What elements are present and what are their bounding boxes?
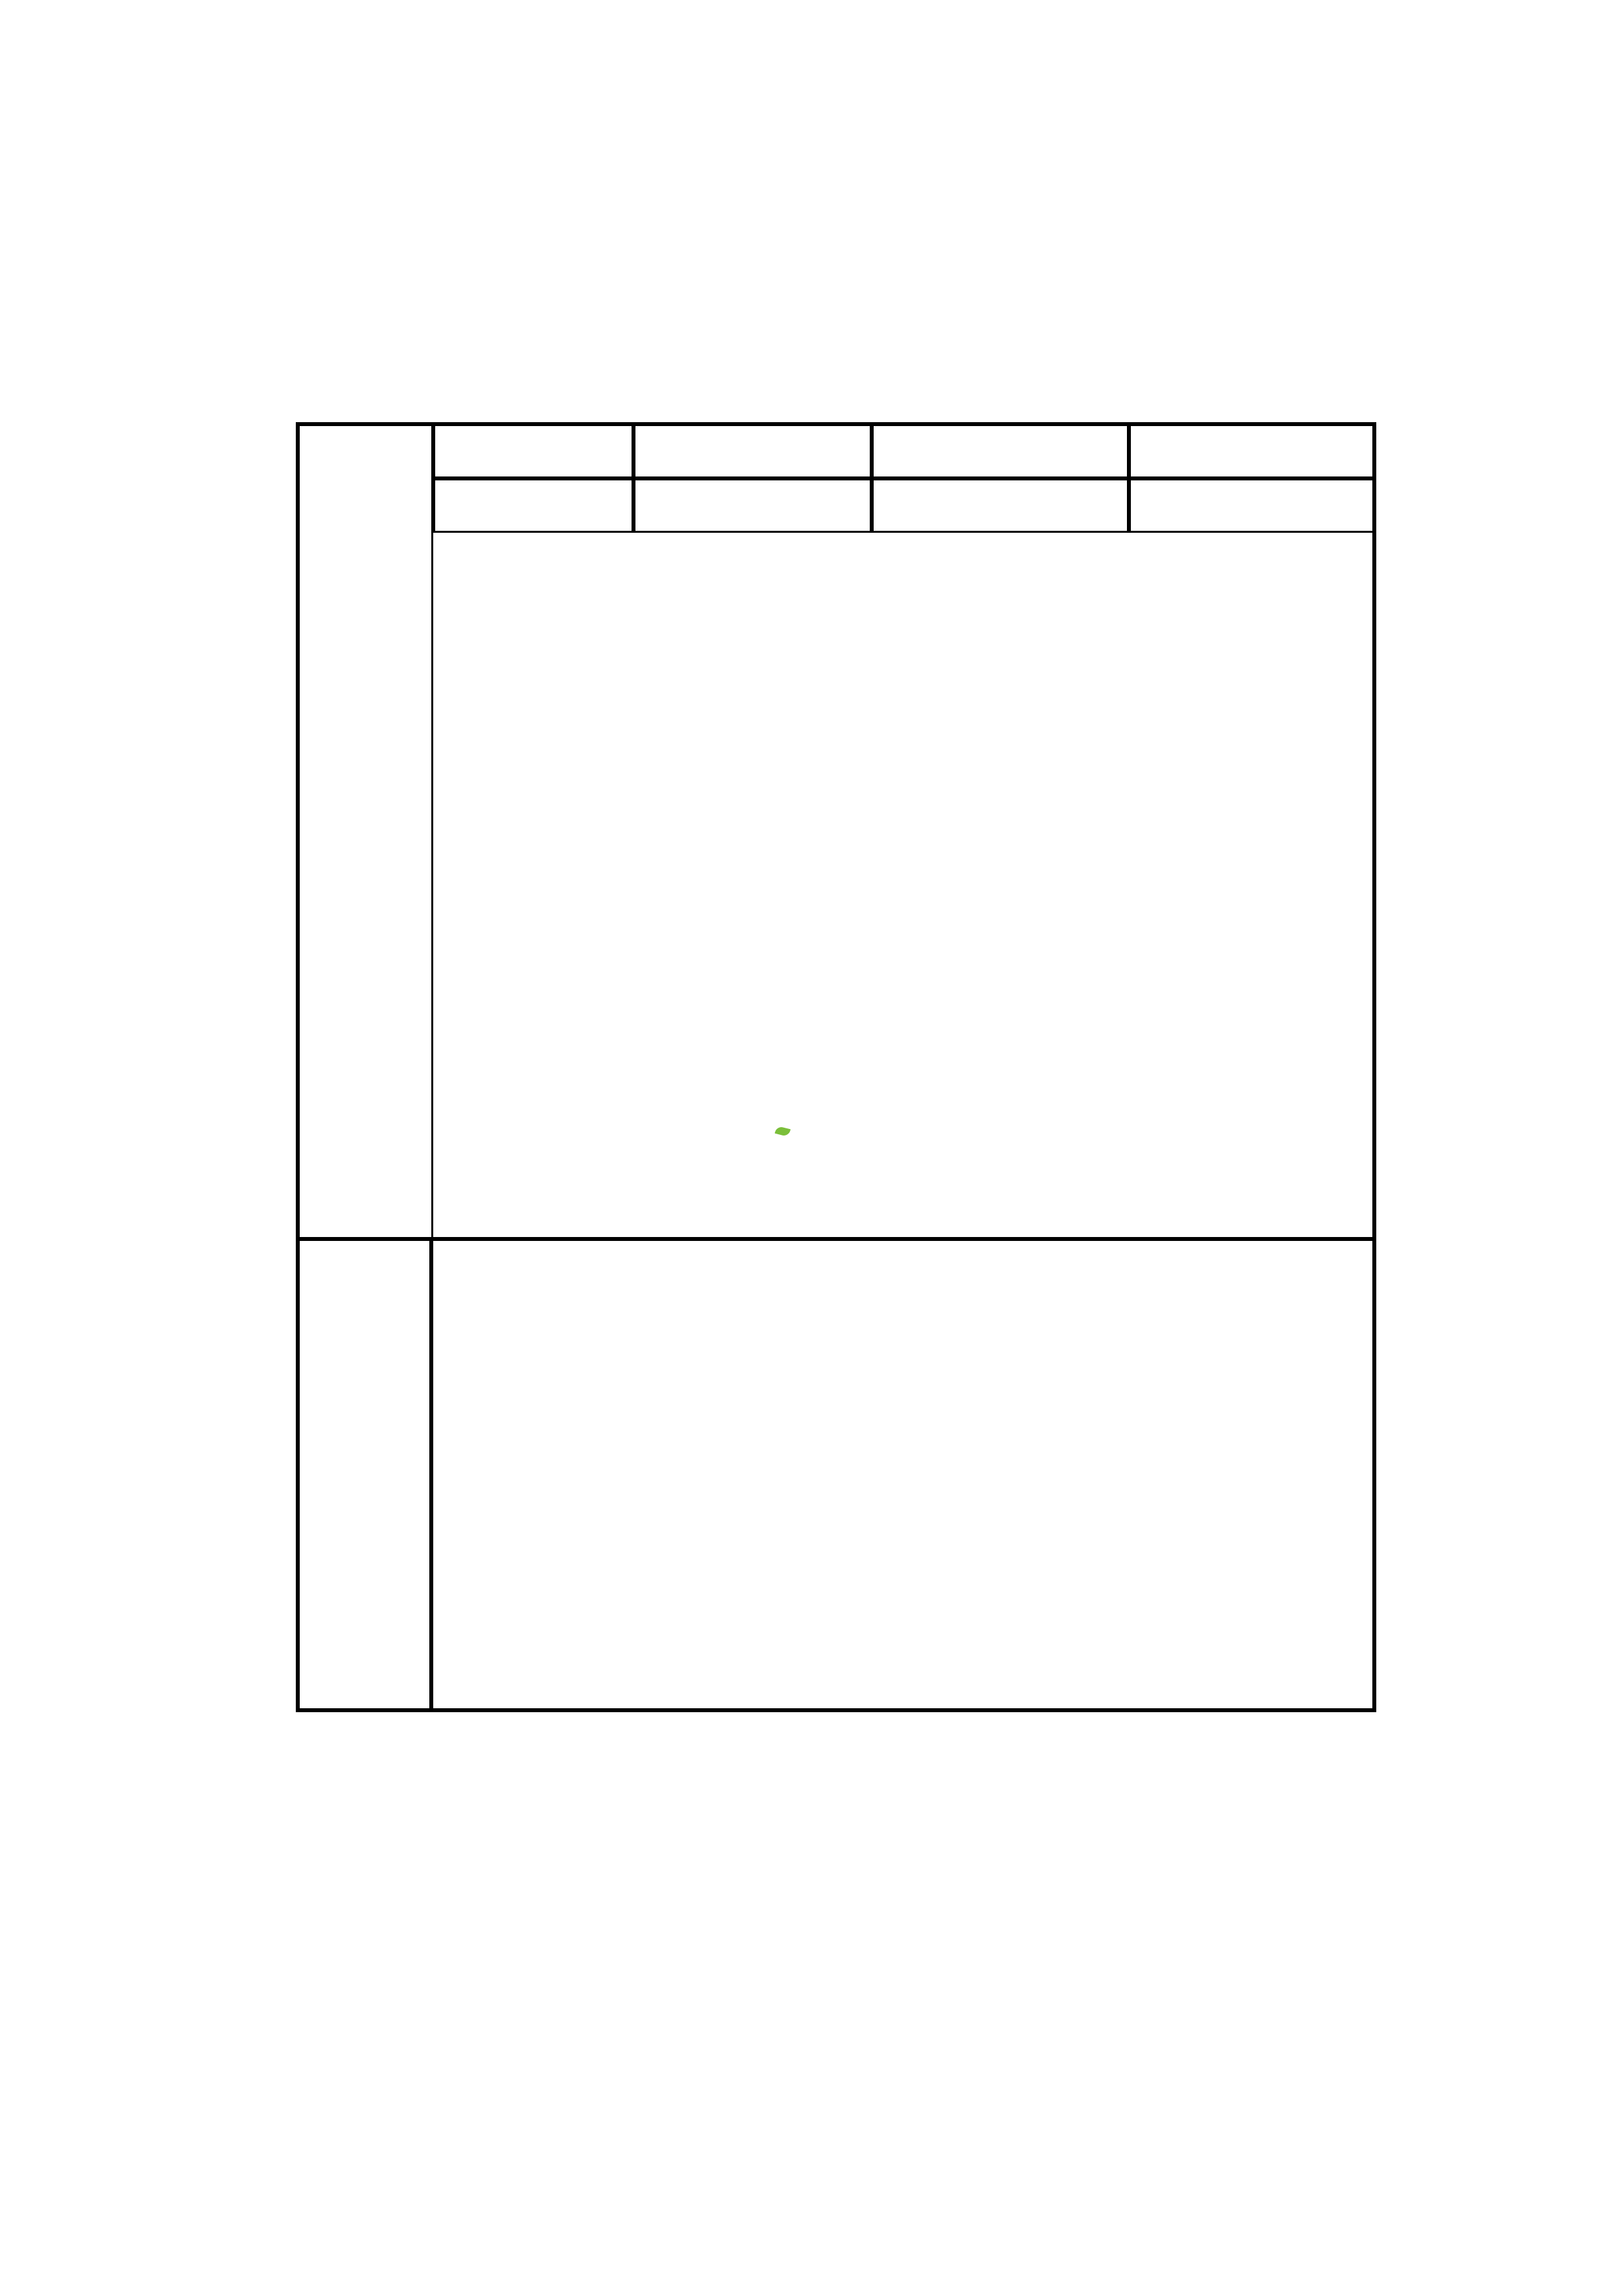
- cash-row-label: [433, 478, 633, 533]
- cash-withdraw-cell[interactable]: [1129, 478, 1374, 533]
- cash-deposit-table: [298, 424, 1374, 1710]
- header-prev-balance: [633, 424, 872, 478]
- leaf-icon: [775, 1126, 791, 1137]
- active-funds-cell: [298, 424, 433, 1239]
- cash-deposit-cell[interactable]: [872, 478, 1129, 533]
- table-outer-border: [296, 422, 1376, 1712]
- cash-prev-balance-cell[interactable]: [633, 478, 872, 533]
- header-deposit-amount: [872, 424, 1129, 478]
- header-withdraw-amount: [1129, 424, 1374, 478]
- active-section-border: [296, 422, 1376, 1241]
- header-item: [433, 424, 633, 478]
- fixed-funds-cell: [298, 1239, 433, 1710]
- page-title: [625, 252, 1319, 357]
